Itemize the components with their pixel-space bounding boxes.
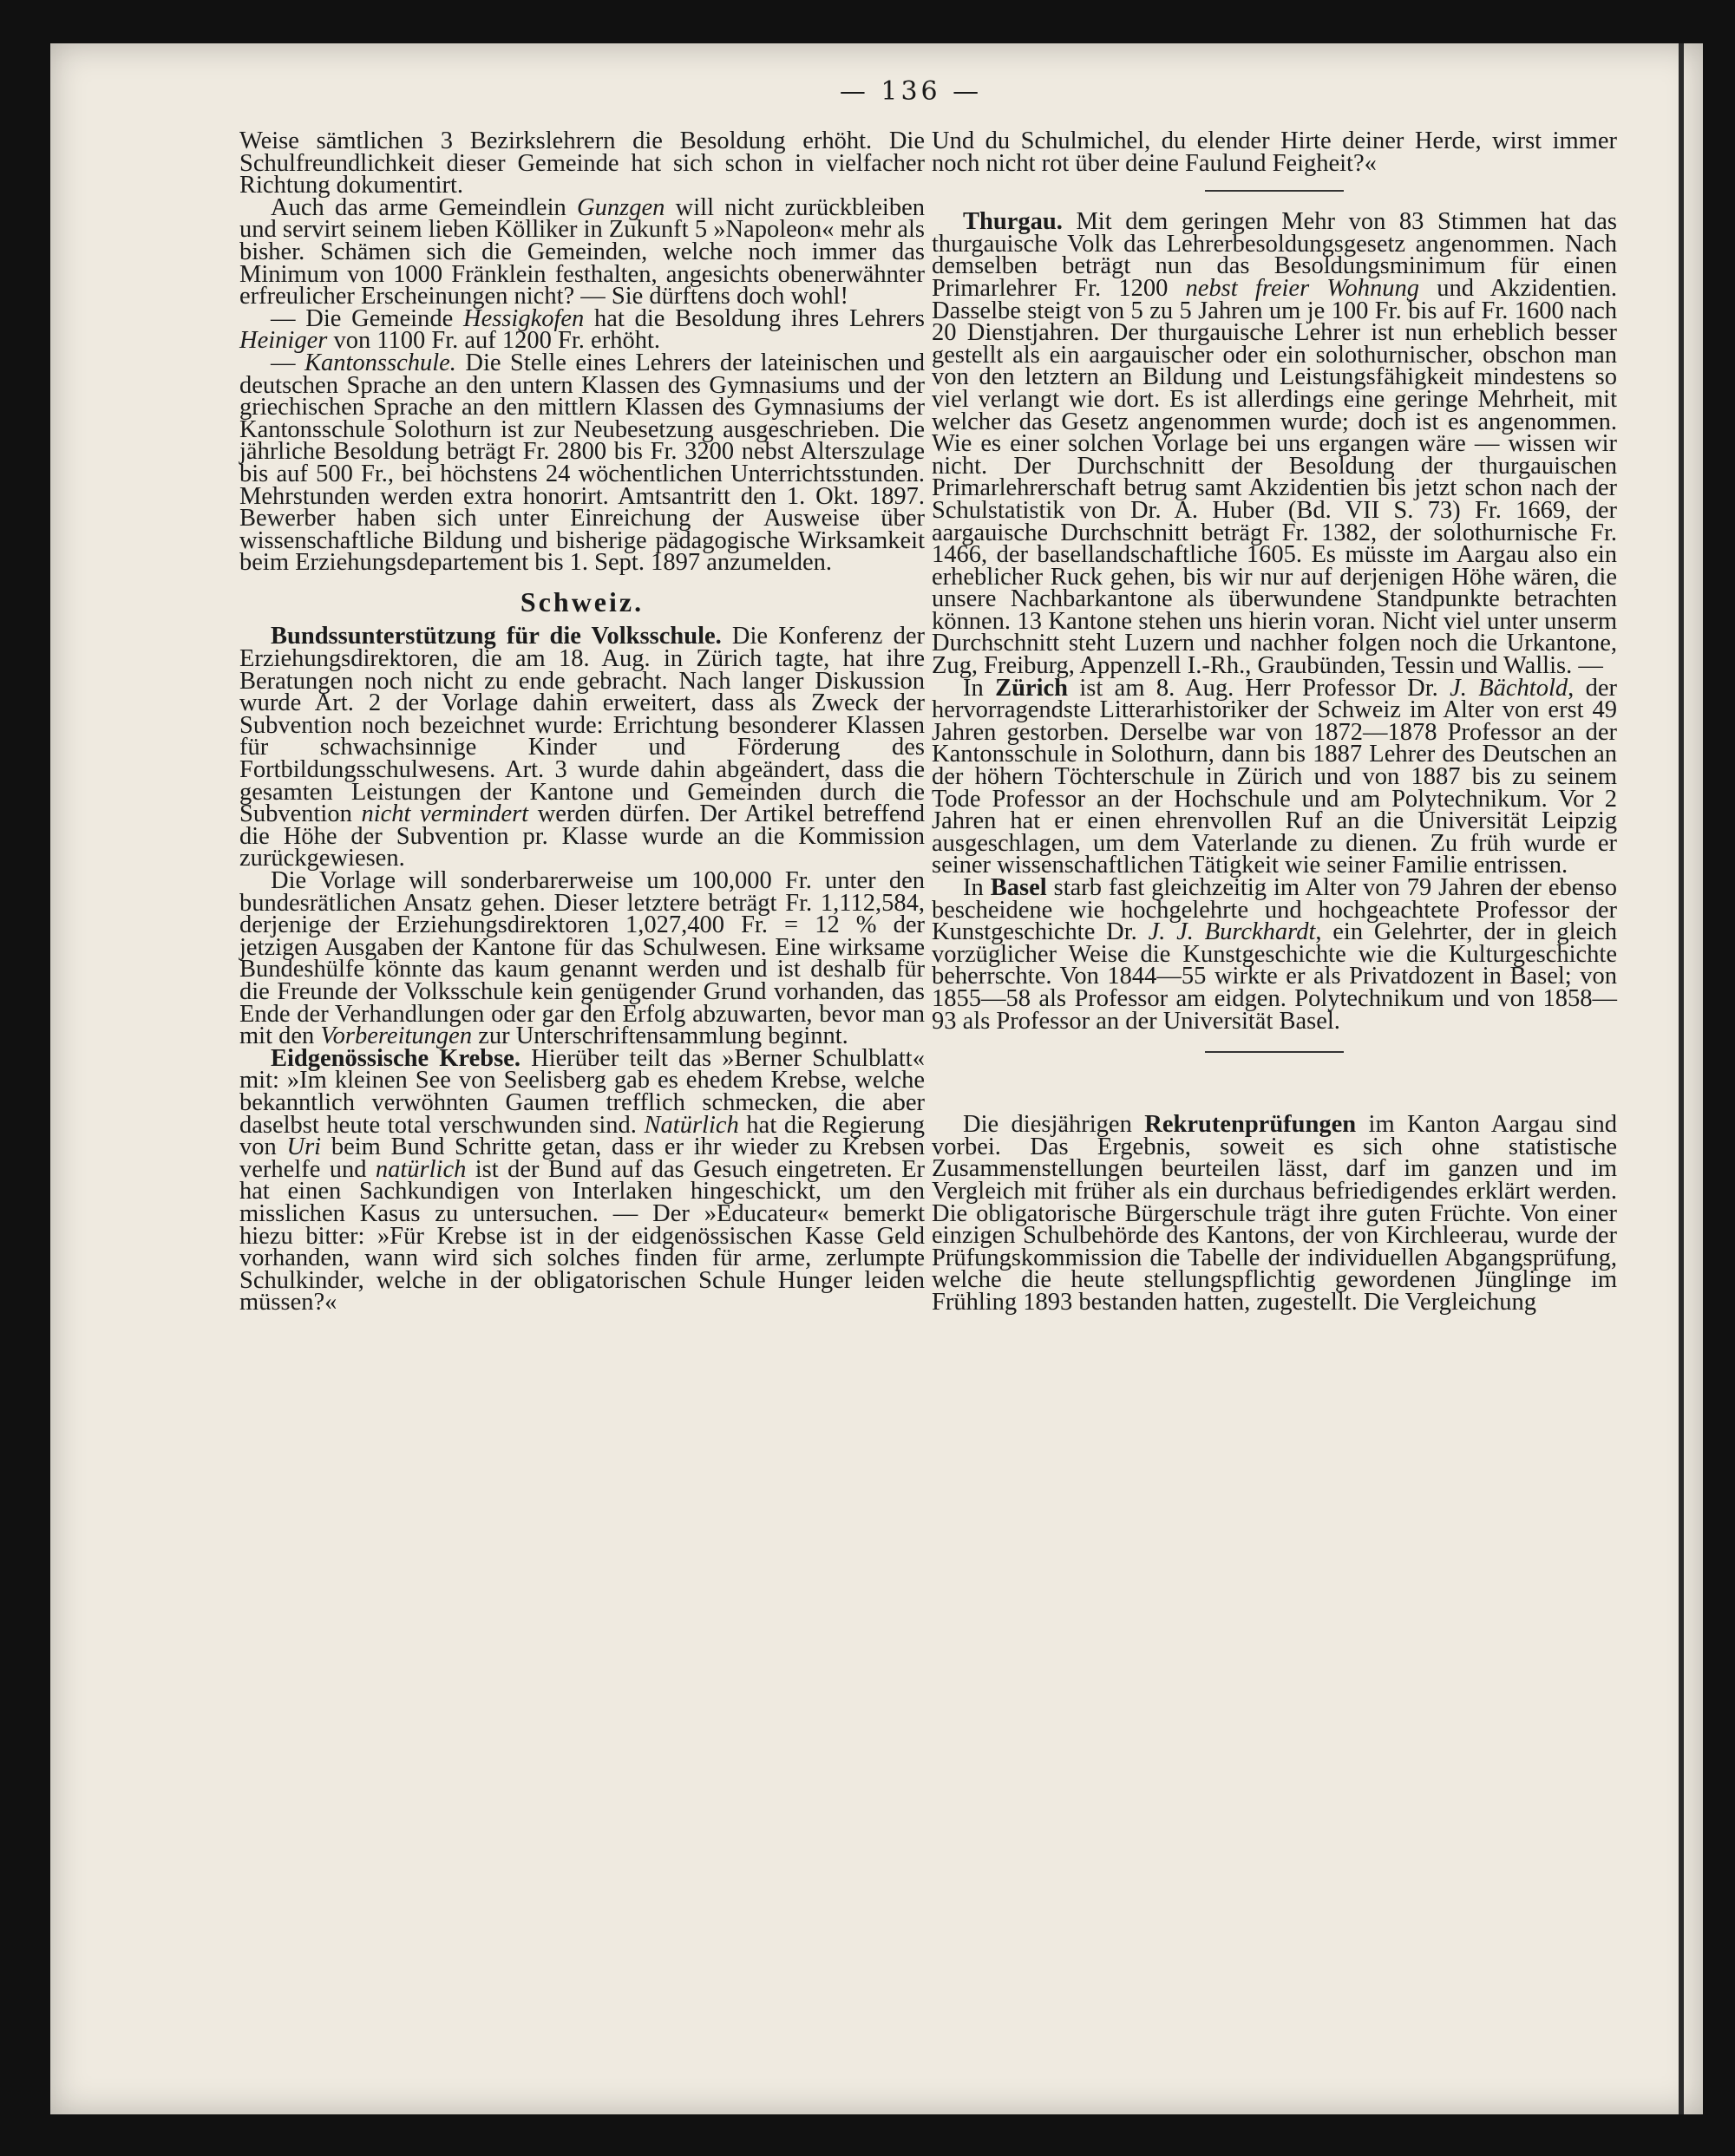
text-run: Die diesjährigen <box>963 1111 1145 1139</box>
paragraph-vorlage <box>239 867 925 1050</box>
text-run: und Akzidentien. Dasselbe steigt von 5 zu 5 Jahren um je 100 Fr. bis auf Fr. 1600 nach 20 Dienstjahren. Der thurgauische Lehrer ist nun erheblich besser gestellt als ein aargauischer oder ein solothurnischer, obschon man von den letztern an Bildung und Leistungsfähigkeit mindestens so viel verlangt wie dort. Es ist allerdings eine geringe Mehrheit, mit welcher das Gesetz angenommen wurde; doch ist es angenommen. Wie es einer solchen Vorlage bei uns ergangen wäre — wissen wir nicht. Der Durchschnitt der Besoldung der thurgauischen Primarlehrerschaft betrug samt Akzidentien bis jetzt schon nach der Schulstatistik von Dr. A. Huber (Bd. VII S. 73) Fr. 1669, der aargauische Durchschnitt beträgt Fr. 1382, der solothurnische Fr. 1466, der basellandschaftliche 1605. Es müsste im Aargau also ein erheblicher Ruck gehen, bis wir nur auf derjenigen Höhe wären, die unsere Nachbarkantone als überwundene Standpunkte betrachten können. 13 Kantone stehen uns hierin voran. Nicht viel unter unserm Durchschnitt steht Luzern und nachher folgen noch die Urkantone, Zug, Freiburg, Appenzell I.-Rh., Graubünden, Tessin und Wallis. — <box>932 274 1617 680</box>
text-run: , der hervorragendste Litterarhistoriker der Schweiz im Alter von erst 49 Jahren gestorben. Derselbe war von 1872—1878 Professor an der Kantonsschule in Solothurn, dann bis 1887 Lehrer des Deutschen an der höhern Töchterschule in Zürich und von 1887 bis zu seinem Tode Professor an der Hochschule und am Polytechnikum. Vor 2 Jahren hat er einen ehrenvollen Ruf an die Universität Leipzig ausgeschlagen, um dem Vaterlande zu dienen. Zu früh wurde er seiner wissenschaftlichen Tätigkeit wie seiner Familie entrissen. <box>932 674 1618 879</box>
emphasis: nebst freier Wohnung <box>1185 274 1419 302</box>
text-run: — Die Gemeinde <box>271 304 463 332</box>
text-run: hat die Besoldung ihres Lehrers <box>584 304 925 332</box>
item-title: Kantonsschule. <box>304 349 456 376</box>
place-name: Basel <box>990 874 1047 901</box>
paragraph-rekrutenpruefungen <box>932 1111 1618 1316</box>
item-title: Rekrutenprüfungen <box>1144 1111 1357 1139</box>
paragraph-thurgau <box>932 208 1617 680</box>
text-run: im Kanton Aargau sind vorbei. Das Ergebnis, soweit es sich ohne statistische Zusammenstellungen beurteilen lässt, darf im ganzen und im Vergleich mit früher als ein durchaus befriedigendes erklärt werden. Die obligatorische Bürgerschule trägt ihre guten Früchte. Von einer einzigen Schulbehörde des Kantons, der von Kirchleerau, wurde der Prüfungskommission die Tabelle der individuellen Abgangsprüfung, welche die heute stellungspflichtig gewordenen Jünglinge im Frühling 1893 bestanden hatten, zugestellt. Die Vergleichung <box>932 1111 1618 1316</box>
text-run: Hierüber teilt das »Berner Schulblatt« mit: »Im kleinen See von Seelisberg gab es ehedem Krebse, welche bekanntlich verwöhnten Gaumen trefflich schmecken, die aber daselbst heute total verschwunden sind. <box>239 1044 925 1139</box>
emphasis: nicht vermindert <box>361 800 529 828</box>
emphasis: Natürlich <box>644 1111 739 1139</box>
text-run: ist der Bund auf das Gesuch eingetreten. Er hat einen Sachkundigen von Interlaken hingeschickt, um den misslichen Kasus zu untersuchen. — Der »Educateur« bemerkt hiezu bitter: »Für Krebse ist in der eidgenössischen Kasse Geld vorhanden, wann wird sich solches finden für arme, zerlumpte Schulkinder, welche in der obligatorischen Schule Hunger leiden müssen?« <box>239 1155 925 1316</box>
text-run: Die Stelle eines Lehrers der lateinischen und deutschen Sprache an den untern Klassen des Gymnasiums und der griechischen Sprache an den mittlern Klassen des Gymnasiums der Kantonsschule Solothurn ist zur Neubesetzung ausgeschrieben. Die jährliche Besoldung beträgt Fr. 2800 bis Fr. 3200 nebst Alterszulage bis auf 500 Fr., bei höchstens 24 wöchentlichen Unterrichtsstunden. Mehrstunden werden extra honorirt. Amtsantritt den 1. Okt. 1897. Bewerber haben sich unter Einreichung der Ausweise über wissenschaftliche Bildung und bisherige pädagogische Wirksamkeit beim Erziehungsdepartement bis 1. Sept. 1897 anzumelden. <box>239 349 926 577</box>
text-run: ist am 8. Aug. Herr Professor Dr. <box>1068 674 1450 702</box>
paragraph-gunzgen <box>239 193 925 310</box>
person-name: Heiniger <box>239 327 328 355</box>
text-run: will nicht zurückbleiben und servirt seinem lieben Kölliker in Zukunft 5 »Napoleon« mehr als bisher. Schämen sich die Gemeinden, welche noch immer das Minimum von 1000 Fränklein festhalten, angesichts obenerwähnter erfreulicher Erscheinungen nicht? — Sie dürftens doch wohl! <box>239 193 925 310</box>
page-edge-shadow <box>1679 43 1684 2114</box>
paragraph-bundesunterstuetzung <box>239 625 925 870</box>
place-name: Gunzgen <box>577 193 665 221</box>
text-run: von 1100 Fr. auf 1200 Fr. erhöht. <box>327 327 660 355</box>
paragraph-basel <box>932 874 1617 1035</box>
paragraph-schulmichel: Und du Schulmichel, du elender Hirte deiner Herde, wirst immer noch nicht rot über deine Faulund Feigheit?« <box>932 127 1617 177</box>
section-heading-schweiz: Schweiz. <box>520 585 645 617</box>
place-name: Hessigkofen <box>463 304 585 332</box>
text-run: werden dürfen. Der Artikel betreffend die Höhe der Subvention pr. Klasse wurde an die Kommission zurückgewiesen. <box>239 800 925 872</box>
text-run: Mit dem geringen Mehr von 83 Stimmen hat das thurgauische Volk das Lehrerbesoldungsgesetz angenommen. Nach demselben beträgt nun das Besoldungsminimum für einen Primarlehrer Fr. 1200 <box>932 208 1617 302</box>
paragraph-eidgenoessische-krebse <box>239 1044 926 1316</box>
text-run: Die Vorlage will sonderbarerweise um 100,000 Fr. unter den bundesrätlichen Ansatz gehen. Dieser letztere beträgt Fr. 1,112,584, derjenige der Erziehungsdirektoren 1,027,400 Fr. = 12 % der jetzigen Ausgaben der Kantone für das Schulwesen. Eine wirksame Bundeshülfe könnte das kaum genannt werden und ist deshalb für die Freunde der Volksschule kein genügender Grund vorhanden, das Ende der Verhandlungen oder gar den Erfolg abzuwarten, bevor man mit den <box>239 867 925 1050</box>
text-run: zur Unterschriftensammlung beginnt. <box>472 1022 848 1050</box>
paragraph-kantonsschule <box>239 349 926 577</box>
text-run: — <box>271 349 304 376</box>
item-title: Bundssunterstützung für die Volksschule. <box>271 623 722 650</box>
place-name: Uri <box>286 1134 322 1161</box>
item-title: Thurgau. <box>963 208 1063 236</box>
person-name: J. J. Burckhardt <box>1148 918 1316 946</box>
person-name: J. Bächtold <box>1450 674 1568 702</box>
text-run: , ein Gelehrter, der in gleich vorzüglicher Weise die Kunstgeschichte wie die Kulturgeschichte beherrschte. Von 1844—55 wirkte er als Privatdozent in Basel; von 1855—58 als Professor am eidgen. Polytechnikum und von 1858—93 als Professor an der Universität Basel. <box>932 918 1617 1035</box>
emphasis: Vorbereitungen <box>320 1022 473 1050</box>
item-title: Eidgenössische Krebse. <box>271 1044 520 1072</box>
text-run: starb fast gleichzeitig im Alter von 79 Jahren der ebenso bescheidene wie hochgelehrte und hochgeachtete Professor der Kunstgeschichte Dr. <box>932 874 1617 946</box>
text-run: In <box>963 874 991 901</box>
left-column <box>239 127 926 1316</box>
emphasis: natürlich <box>375 1155 467 1183</box>
text-run: Die Konferenz der Erziehungsdirektoren, die am 18. Aug. in Zürich tagte, hat ihre Beratungen noch nicht zu ende gebracht. Nach langer Diskussion wurde Art. 2 der Vorlage dahin erweitert, dass als Zweck der Subvention noch bezeichnet wurde: Errichtung besonderer Klassen für schwachsinnige Kinder und Förderung des Fortbildungsschulwesens. Art. 3 wurde dahin abgeändert, dass die gesamten Leistungen der Kantone und Gemeinden durch die Subvention <box>239 623 925 828</box>
separator-rule <box>1205 1051 1344 1053</box>
place-name: Zürich <box>995 674 1069 702</box>
right-column <box>932 127 1618 1316</box>
text-run: hat die Regierung von <box>239 1111 926 1161</box>
paragraph-besoldung-bezirkslehrer: Weise sämtlichen 3 Bezirkslehrern die Besoldung erhöht. Die Schulfreundlichkeit dieser Gemeinde hat sich schon in vielfacher Richtung dokumentirt. <box>239 127 925 199</box>
text-run: Auch das arme Gemeindlein <box>271 193 578 221</box>
page-number: — 136 — <box>839 76 983 107</box>
text-run: beim Bund Schritte getan, dass er ihr wieder zu Krebsen verhelfe und <box>239 1134 925 1183</box>
text-run: In <box>963 674 996 702</box>
paragraph-hessigkofen <box>239 304 925 355</box>
paragraph-zuerich <box>932 674 1618 879</box>
separator-rule <box>1205 190 1344 192</box>
